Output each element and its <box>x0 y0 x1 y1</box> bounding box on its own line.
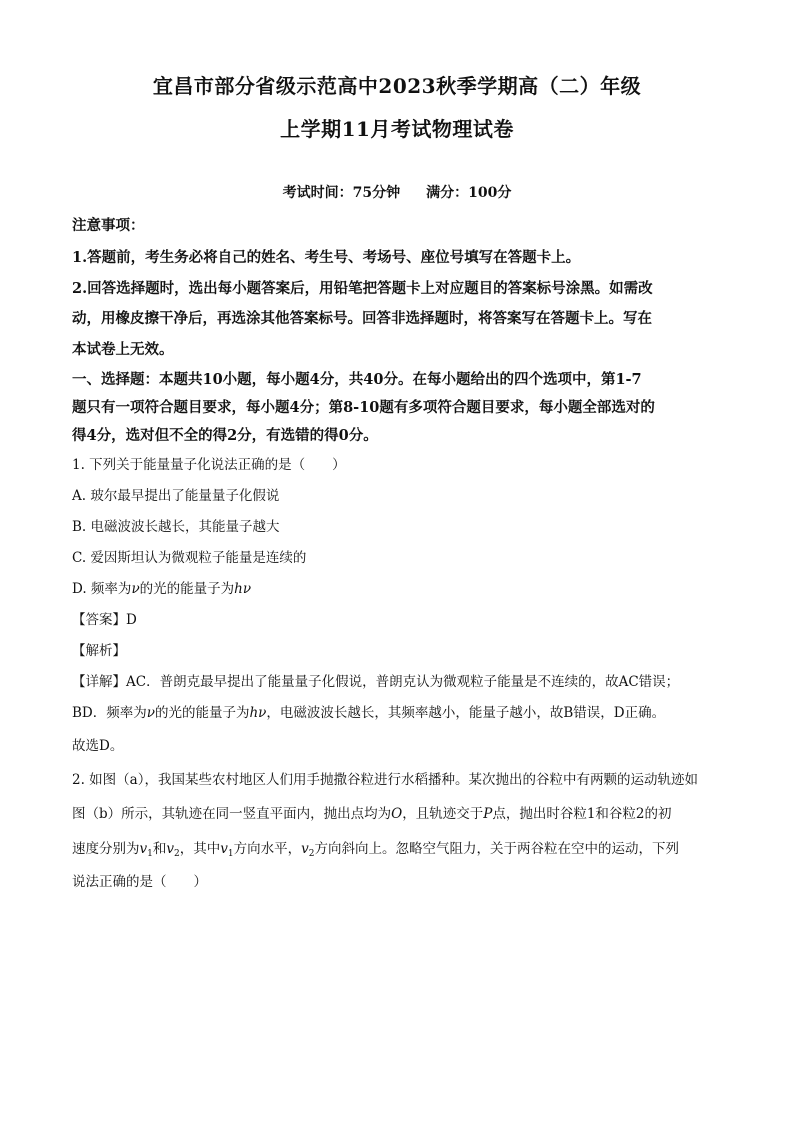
q2-text-among: ，其中 <box>179 841 221 857</box>
question-2-line4: 说法正确的是（ ） <box>72 874 207 890</box>
detail-text-post: ，电磁波波长越长，其频率越小，能量子越小，故B错误，D正确。 <box>266 705 666 721</box>
question-1-detail-line1: 【详解】AC．普朗克最早提出了能量量子化假说，普朗克认为微观粒子能量是不连续的，故AC错误； <box>72 674 680 690</box>
note-item-2-line1: 2.回答选择题时，选出每小题答案后，用铅笔把答题卡上对应题目的答案标号涂黑。如需改 <box>72 280 653 297</box>
question-1-answer: 【答案】D <box>72 612 137 628</box>
q2-text-oblique: 方向斜向上。忽略空气阻力，关于两谷粒在空中的运动，下列 <box>314 841 679 857</box>
v1-symbol: v <box>220 841 228 857</box>
nu-symbol: ν <box>131 581 140 597</box>
detail-text-mid: 的光的能量子为 <box>154 705 250 721</box>
v2-subscript: 2 <box>174 849 180 859</box>
q2-text-a: 图（b）所示，其轨迹在同一竖直平面内，抛出点均为 <box>72 806 392 822</box>
v1-symbol: v <box>139 841 148 857</box>
exam-meta <box>0 182 794 202</box>
v2-symbol: v <box>166 841 175 857</box>
note-item-2-line3: 本试卷上无效。 <box>72 341 174 358</box>
question-2-line2 <box>72 802 722 822</box>
note-item-1: 1.答题前，考生务必将自己的姓名、考生号、考场号、座位号填写在答题卡上。 <box>72 249 581 266</box>
h-nu-symbol: hν <box>249 705 267 721</box>
question-1-analysis-tag: 【解析】 <box>72 643 126 659</box>
v2-symbol: v <box>301 841 309 857</box>
exam-title-line2: 上学期11月考试物理试卷 <box>280 117 514 141</box>
notes-heading: 注意事项： <box>72 217 145 234</box>
q2-text-horizontal: 方向水平， <box>233 841 302 857</box>
v1-subscript: 1 <box>147 849 153 859</box>
exam-time: 考试时间：75分钟 <box>282 185 401 201</box>
question-1-conclusion: 故选D。 <box>72 738 124 754</box>
option-d-text-mid: 的光的能量子为 <box>139 581 235 597</box>
point-p-symbol: P <box>483 806 493 822</box>
question-1-option-a: A. 玻尔最早提出了能量量子化假说 <box>72 488 280 504</box>
question-2-line3 <box>72 837 722 857</box>
point-o-symbol: O <box>391 806 403 822</box>
question-1-option-d <box>72 577 722 597</box>
question-1-option-c: C. 爱因斯坦认为微观粒子能量是连续的 <box>72 550 307 566</box>
section1-instructions-line2: 题只有一项符合题目要求，每小题4分；第8-10题有多项符合题目要求，每小题全部选对的 <box>72 399 655 416</box>
full-score: 满分：100分 <box>426 185 512 201</box>
note-item-2-line2: 动，用橡皮擦干净后，再选涂其他答案标号。回答非选择题时，将答案写在答题卡上。写在 <box>72 310 652 327</box>
question-1-detail-line2 <box>72 701 722 721</box>
v1-subscript: 1 <box>227 849 234 859</box>
detail-text-pre: BD．频率为 <box>72 705 147 721</box>
exam-title-line1: 宜昌市部分省级示范高中2023秋季学期高（二）年级 <box>152 74 642 98</box>
q2-text-b: ，且轨迹交于 <box>402 806 484 822</box>
q2-text-and: 和 <box>152 841 167 857</box>
h-nu-symbol: hν <box>234 581 252 597</box>
v2-subscript: 2 <box>308 849 315 859</box>
section1-instructions-line1: 一、选择题：本题共10小题，每小题4分，共40分。在每小题给出的四个选项中，第1-7 <box>72 371 642 388</box>
nu-symbol: ν <box>146 705 155 721</box>
option-d-text-pre: D. 频率为 <box>72 581 132 597</box>
question-1-option-b: B. 电磁波波长越长，其能量子越大 <box>72 519 280 535</box>
question-1-stem: 1. 下列关于能量量子化说法正确的是（ ） <box>72 457 346 473</box>
q2-text-velocity: 速度分别为 <box>72 841 140 857</box>
q2-text-c: 点，抛出时谷粒1和谷粒2的初 <box>492 806 672 822</box>
section1-instructions-line3: 得4分，选对但不全的得2分，有选错的得0分。 <box>72 427 378 444</box>
question-2-line1: 2. 如图（a），我国某些农村地区人们用手抛撒谷粒进行水稻播种。某次抛出的谷粒中有两颗的运动轨迹如 <box>72 772 698 788</box>
